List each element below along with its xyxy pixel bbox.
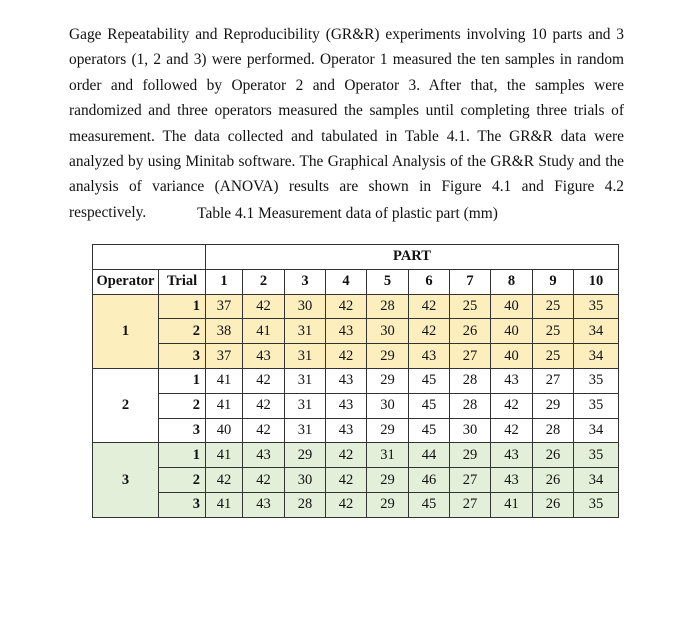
value-cell: 40 (206, 418, 243, 443)
part-number-3: 3 (285, 269, 326, 294)
value-cell: 34 (574, 418, 619, 443)
value-cell: 27 (450, 468, 491, 493)
value-cell: 29 (367, 368, 409, 393)
value-cell: 38 (206, 319, 243, 344)
value-cell: 26 (533, 443, 574, 468)
part-number-5: 5 (367, 269, 409, 294)
value-cell: 29 (285, 443, 326, 468)
trial-cell: 3 (159, 344, 206, 369)
value-cell: 42 (243, 393, 285, 418)
value-cell: 30 (367, 319, 409, 344)
value-cell: 31 (285, 319, 326, 344)
header-blank (93, 245, 206, 270)
operator-cell (93, 492, 159, 517)
table-row (93, 492, 619, 517)
value-cell: 25 (533, 344, 574, 369)
table-row (93, 393, 619, 418)
table-row (93, 468, 619, 493)
body-paragraph: Gage Repeatability and Reproducibility (GR&R) experiments involving 10 parts and 3 operators (1, 2 and 3) were performed. Operator 1 measured the ten samples in random order and followed by Operator 2 and Operator 3. After that, the samples were randomized and three operators measured the samples until completing three trials of measurement. The data collected and tabulated in Table 4.1. The GR&R data were analyzed by using Minitab software. The Graphical Analysis of the GR&R Study and the analysis of variance (ANOVA) results are shown in Figure 4.1 and Figure 4.2 respectively. (69, 26, 624, 221)
value-cell: 26 (533, 492, 574, 517)
value-cell: 28 (450, 393, 491, 418)
value-cell: 45 (409, 393, 450, 418)
operator-cell (93, 443, 159, 468)
value-cell: 34 (574, 319, 619, 344)
value-cell: 43 (326, 393, 367, 418)
value-cell: 28 (285, 492, 326, 517)
value-cell: 28 (533, 418, 574, 443)
value-cell: 43 (243, 344, 285, 369)
value-cell: 28 (367, 294, 409, 319)
value-cell: 42 (243, 368, 285, 393)
value-cell: 37 (206, 294, 243, 319)
value-cell: 42 (326, 468, 367, 493)
value-cell: 43 (409, 344, 450, 369)
trial-cell: 2 (159, 319, 206, 344)
value-cell: 42 (243, 468, 285, 493)
value-cell: 40 (491, 344, 533, 369)
table-row (93, 344, 619, 369)
table-row (93, 443, 619, 468)
header-row-part (93, 245, 619, 270)
value-cell: 43 (491, 443, 533, 468)
trial-cell: 2 (159, 468, 206, 493)
value-cell: 29 (450, 443, 491, 468)
value-cell: 43 (491, 468, 533, 493)
part-number-4: 4 (326, 269, 367, 294)
part-number-10: 10 (574, 269, 619, 294)
trial-header: Trial (159, 269, 206, 294)
value-cell: 40 (491, 319, 533, 344)
measurement-table (92, 244, 619, 518)
operator-cell: 3 (93, 468, 159, 493)
table-row (93, 368, 619, 393)
operator-cell (93, 344, 159, 369)
value-cell: 43 (243, 443, 285, 468)
value-cell: 42 (491, 418, 533, 443)
part-number-9: 9 (533, 269, 574, 294)
value-cell: 42 (409, 294, 450, 319)
operator-cell: 1 (93, 319, 159, 344)
value-cell: 35 (574, 294, 619, 319)
operator-cell (93, 294, 159, 319)
value-cell: 25 (450, 294, 491, 319)
value-cell: 45 (409, 368, 450, 393)
part-header: PART (206, 245, 619, 270)
value-cell: 41 (206, 492, 243, 517)
trial-cell: 3 (159, 418, 206, 443)
trial-cell: 1 (159, 443, 206, 468)
value-cell: 37 (206, 344, 243, 369)
value-cell: 31 (367, 443, 409, 468)
part-number-1: 1 (206, 269, 243, 294)
value-cell: 29 (367, 468, 409, 493)
value-cell: 40 (491, 294, 533, 319)
value-cell: 28 (450, 368, 491, 393)
value-cell: 29 (367, 492, 409, 517)
operator-cell: 2 (93, 393, 159, 418)
trial-cell: 3 (159, 492, 206, 517)
value-cell: 30 (285, 468, 326, 493)
table-caption: Table 4.1 Measurement data of plastic part (mm) (197, 205, 498, 222)
value-cell: 27 (450, 344, 491, 369)
value-cell: 45 (409, 492, 450, 517)
operator-header: Operator (93, 269, 159, 294)
value-cell: 44 (409, 443, 450, 468)
value-cell: 42 (243, 418, 285, 443)
value-cell: 43 (326, 418, 367, 443)
value-cell: 42 (491, 393, 533, 418)
value-cell: 43 (326, 319, 367, 344)
part-number-2: 2 (243, 269, 285, 294)
value-cell: 41 (491, 492, 533, 517)
table-row (93, 418, 619, 443)
value-cell: 27 (450, 492, 491, 517)
header-row-columns (93, 269, 619, 294)
value-cell: 46 (409, 468, 450, 493)
value-cell: 29 (533, 393, 574, 418)
value-cell: 30 (450, 418, 491, 443)
value-cell: 26 (533, 468, 574, 493)
trial-cell: 2 (159, 393, 206, 418)
value-cell: 25 (533, 319, 574, 344)
value-cell: 41 (206, 393, 243, 418)
table-row (93, 294, 619, 319)
value-cell: 34 (574, 344, 619, 369)
operator-cell (93, 418, 159, 443)
value-cell: 42 (206, 468, 243, 493)
value-cell: 42 (326, 443, 367, 468)
value-cell: 29 (367, 418, 409, 443)
value-cell: 45 (409, 418, 450, 443)
part-number-6: 6 (409, 269, 450, 294)
value-cell: 35 (574, 368, 619, 393)
value-cell: 31 (285, 418, 326, 443)
trial-cell: 1 (159, 294, 206, 319)
value-cell: 26 (450, 319, 491, 344)
operator-cell (93, 368, 159, 393)
value-cell: 35 (574, 443, 619, 468)
value-cell: 31 (285, 393, 326, 418)
part-number-8: 8 (491, 269, 533, 294)
value-cell: 42 (326, 344, 367, 369)
value-cell: 42 (326, 492, 367, 517)
value-cell: 41 (206, 368, 243, 393)
value-cell: 31 (285, 368, 326, 393)
value-cell: 42 (409, 319, 450, 344)
value-cell: 27 (533, 368, 574, 393)
value-cell: 42 (326, 294, 367, 319)
value-cell: 42 (243, 294, 285, 319)
value-cell: 30 (285, 294, 326, 319)
value-cell: 25 (533, 294, 574, 319)
value-cell: 30 (367, 393, 409, 418)
part-number-7: 7 (450, 269, 491, 294)
value-cell: 34 (574, 468, 619, 493)
table-row (93, 319, 619, 344)
value-cell: 41 (243, 319, 285, 344)
value-cell: 43 (326, 368, 367, 393)
value-cell: 41 (206, 443, 243, 468)
trial-cell: 1 (159, 368, 206, 393)
value-cell: 29 (367, 344, 409, 369)
value-cell: 35 (574, 393, 619, 418)
value-cell: 43 (491, 368, 533, 393)
value-cell: 31 (285, 344, 326, 369)
value-cell: 35 (574, 492, 619, 517)
value-cell: 43 (243, 492, 285, 517)
